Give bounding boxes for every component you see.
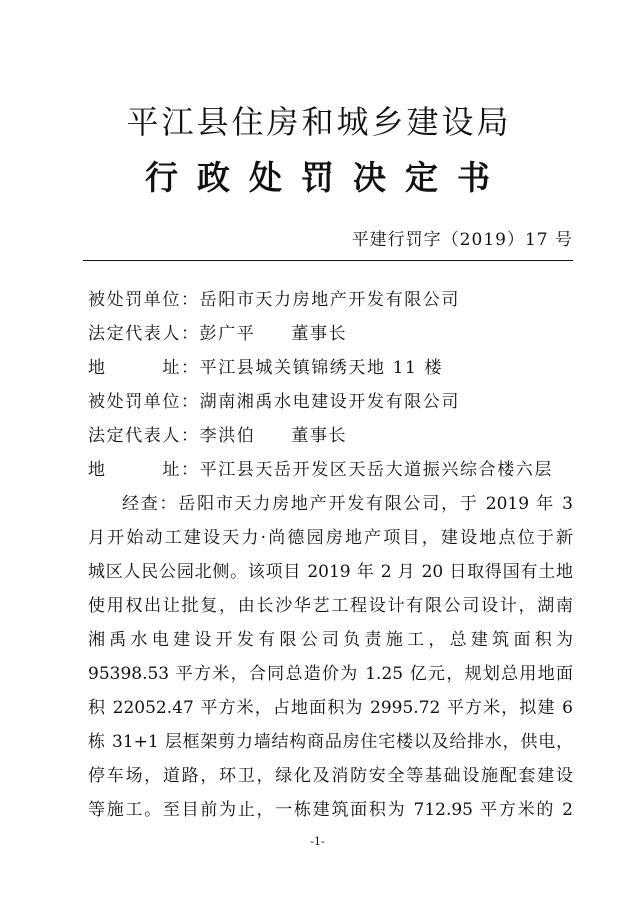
- party-label: 地 址：: [88, 358, 200, 378]
- party-row-penalized-unit-1: [88, 283, 573, 317]
- findings-line: 积 22052.47 平方米，占地面积为 2995.72 平方米，拟建 6: [88, 698, 573, 718]
- party-position: 董事长: [291, 426, 348, 446]
- party-value: 平江县天岳开发区天岳大道振兴综合楼六层: [199, 460, 554, 480]
- party-value: 平江县城关镇锦绣天地 11 楼: [199, 358, 444, 378]
- findings-line: 月开始动工建设天力·尚德园房地产项目，建设地点位于新: [88, 528, 573, 548]
- findings-paragraph: [88, 487, 573, 827]
- findings-line: 使用权出让批复，由长沙华艺工程设计有限公司设计，湖南: [88, 596, 573, 616]
- findings-line: 栋 31+1 层框架剪力墙结构商品房住宅楼以及给排水，供电，: [88, 732, 573, 752]
- findings-line: 等施工。至目前为止，一栋建筑面积为 712.95 平方米的 2: [88, 800, 573, 820]
- findings-line: 湘禹水电建设开发有限公司负责施工，总建筑面积为: [88, 630, 573, 650]
- party-label: 法定代表人：: [88, 324, 200, 344]
- findings-line: 经查：岳阳市天力房地产开发有限公司，于 2019 年 3: [122, 494, 573, 514]
- page-number: -1-: [310, 835, 325, 848]
- party-value: 岳阳市天力房地产开发有限公司: [199, 290, 461, 310]
- document-body: [88, 283, 573, 827]
- agency-title: 平江县住房和城乡建设局: [126, 103, 512, 141]
- party-label: 被处罚单位：: [88, 392, 200, 412]
- party-value: 彭广平: [199, 324, 256, 344]
- findings-line: 95398.53 平方米，合同总造价为 1.25 亿元，规划总用地面: [88, 664, 573, 684]
- findings-line: 城区人民公园北侧。该项目 2019 年 2 月 20 日取得国有土地: [88, 562, 573, 582]
- party-row-penalized-unit-2: [88, 385, 573, 419]
- party-position: 董事长: [291, 324, 348, 344]
- party-row-legal-rep-1: [88, 317, 573, 351]
- header-rule: [83, 260, 573, 261]
- party-label: 地 址：: [88, 460, 200, 480]
- party-row-address-1: [88, 351, 573, 385]
- party-row-address-2: [88, 453, 573, 487]
- party-value: 李洪伯: [199, 426, 256, 446]
- document-number: 平建行罚字（2019）17 号: [351, 230, 573, 250]
- party-row-legal-rep-2: [88, 419, 573, 453]
- party-label: 法定代表人：: [88, 426, 200, 446]
- findings-line: 停车场，道路，环卫，绿化及消防安全等基础设施配套建设: [88, 766, 573, 786]
- party-label: 被处罚单位：: [88, 290, 200, 310]
- document-title: 行政处罚决定书: [145, 158, 509, 197]
- party-value: 湖南湘禹水电建设开发有限公司: [199, 392, 461, 412]
